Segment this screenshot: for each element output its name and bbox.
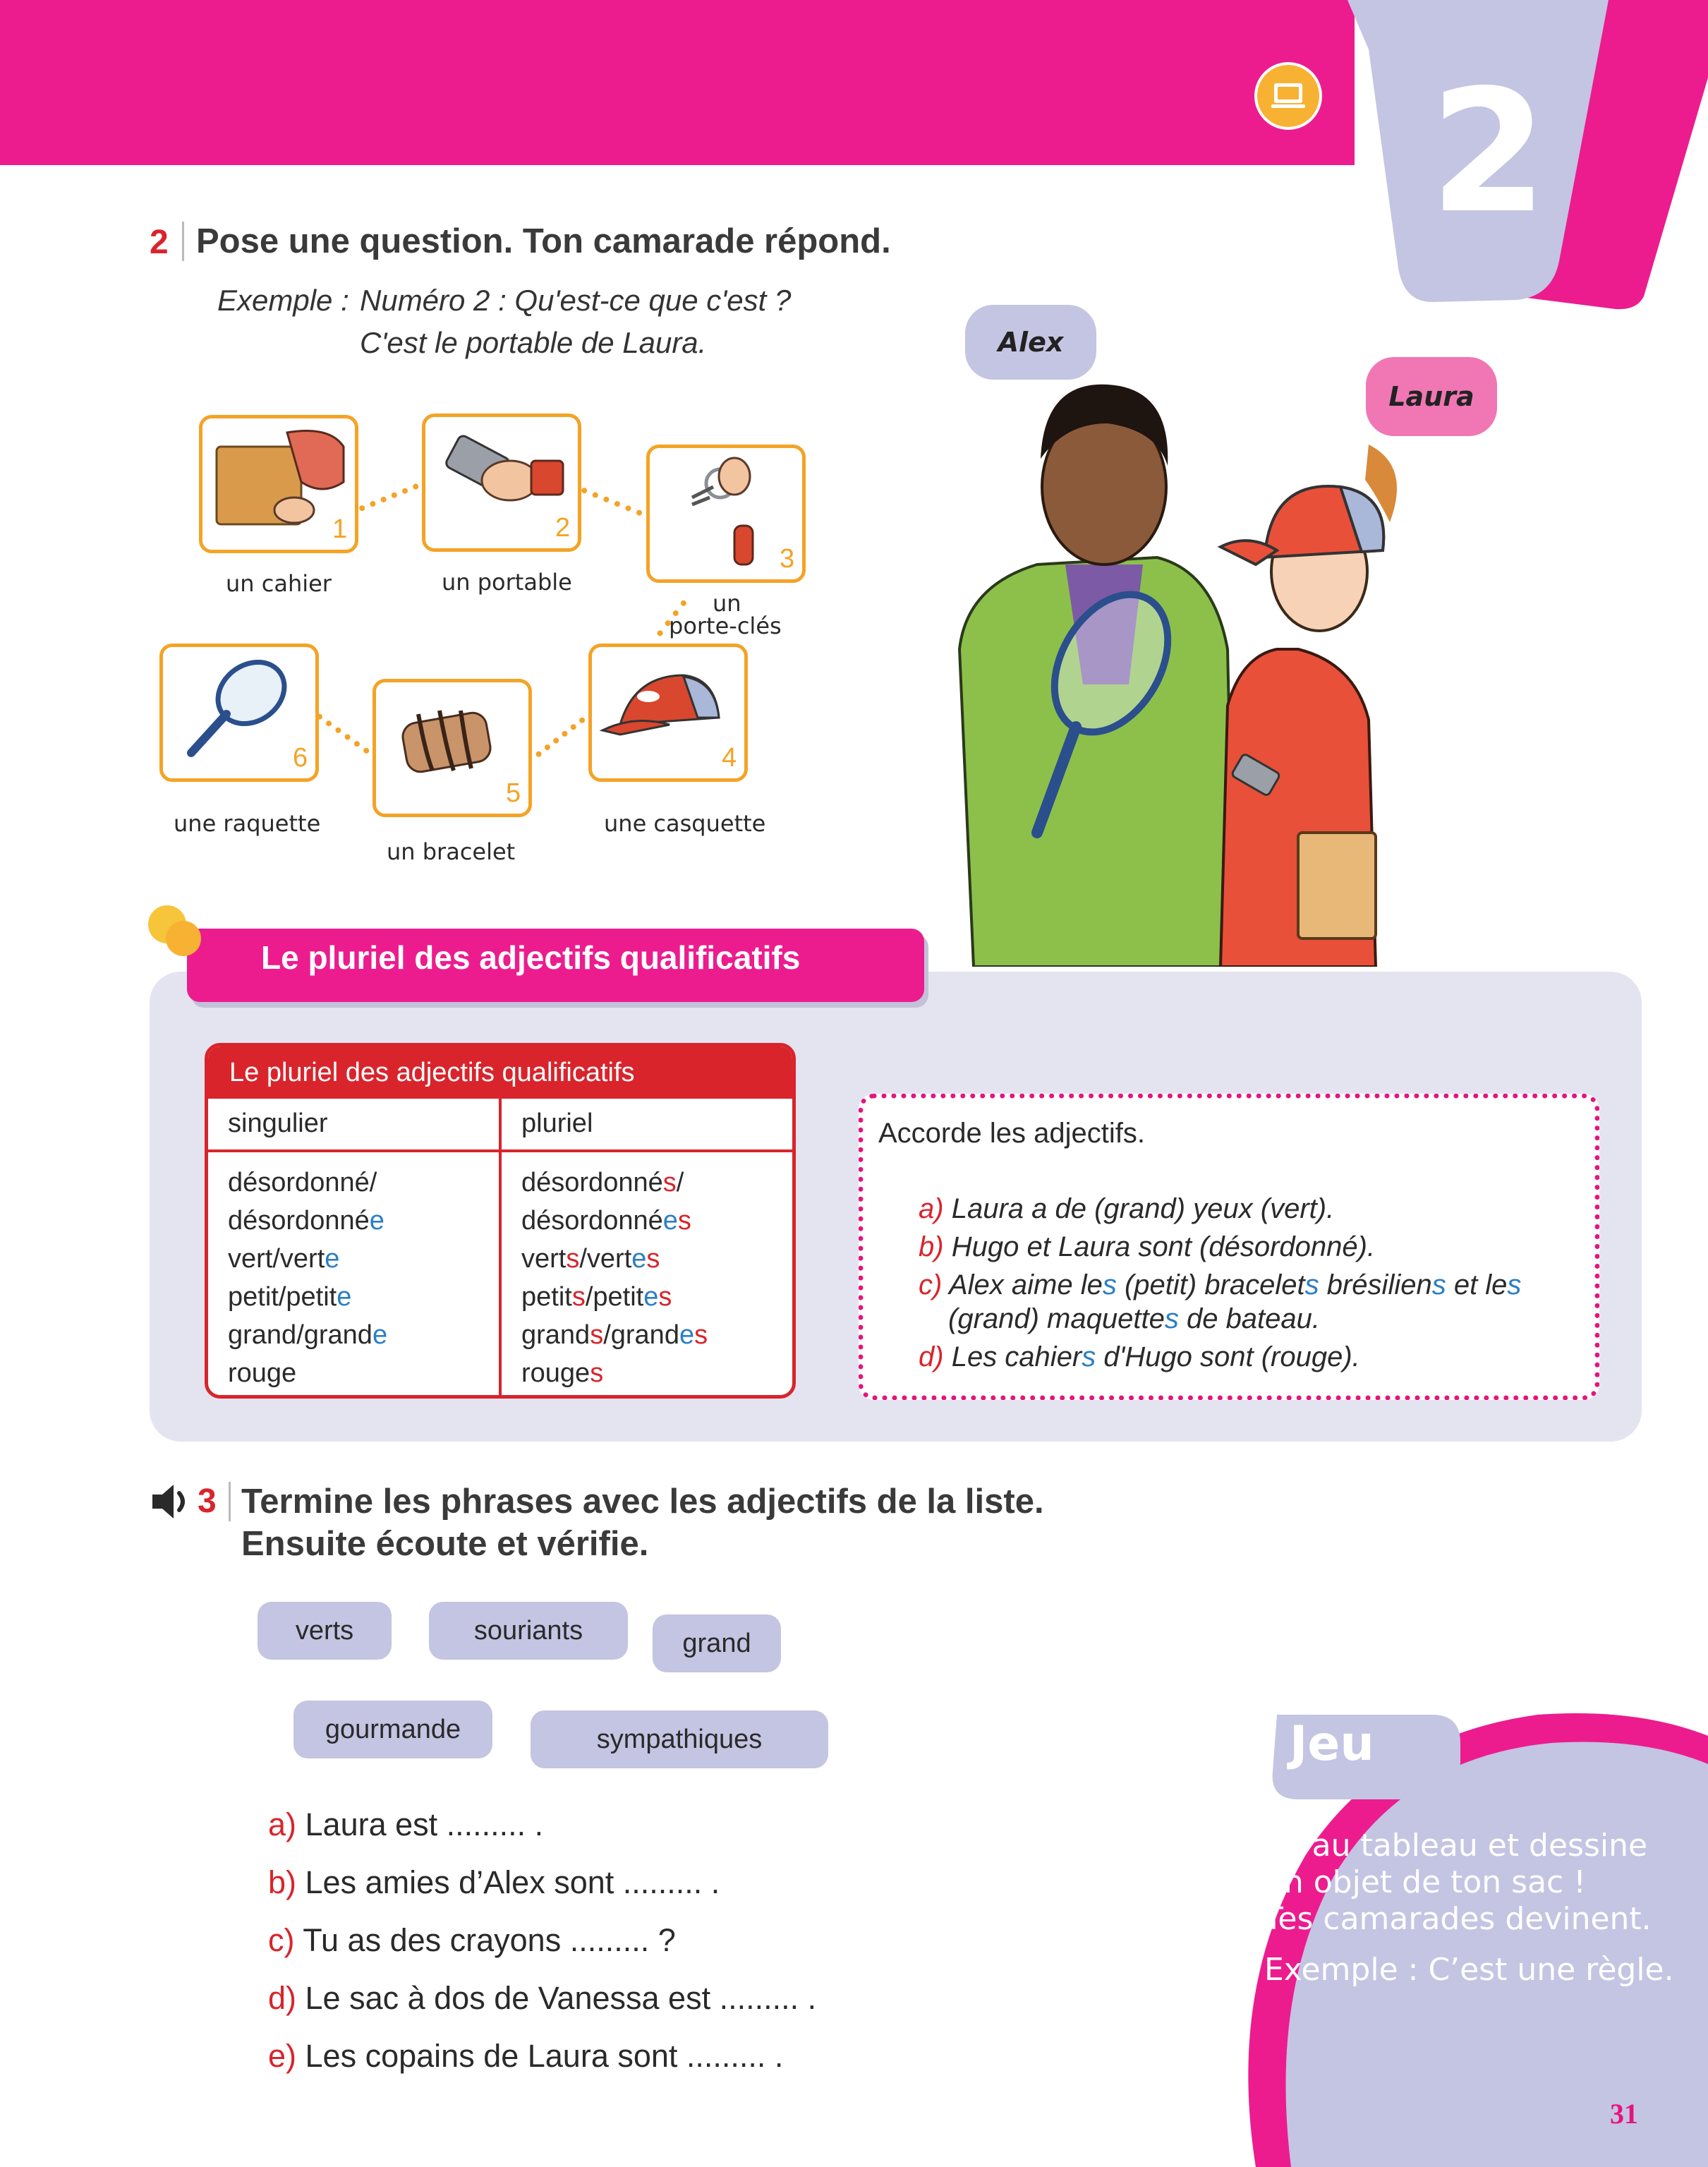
picture-label: un xyxy=(713,590,741,617)
picture-portable xyxy=(422,414,581,552)
practice-item-b: b) Hugo et Laura sont (désordonné). xyxy=(919,1231,1376,1262)
screen-icon[interactable] xyxy=(1254,62,1322,130)
table-header-text: Le pluriel des adjectifs qualificatifs xyxy=(229,1058,635,1087)
example-label: Exemple : xyxy=(217,284,349,317)
unit-number: 2 xyxy=(1429,53,1548,250)
picture-number: 3 xyxy=(780,544,795,574)
word-chip: gourmande xyxy=(293,1701,492,1758)
speaker-icon[interactable] xyxy=(150,1480,190,1523)
picture-label: un portable xyxy=(442,569,572,596)
table-cell: verts/vertes xyxy=(521,1244,660,1274)
exercise-2-title: Pose une question. Ton camarade répond. xyxy=(196,222,891,260)
exercise-3-number: 3 xyxy=(198,1483,217,1520)
picture-number: 6 xyxy=(293,743,308,773)
table-cell: désordonnée xyxy=(228,1206,384,1236)
picture-number: 1 xyxy=(332,514,348,544)
sentence-a: a) Laura est ......... . xyxy=(268,1806,544,1842)
table-cell: désordonnées xyxy=(521,1206,691,1236)
picture-bracelet xyxy=(373,679,532,817)
practice-list xyxy=(919,1190,1521,1376)
exercise-3-title: Termine les phrases avec les adjectifs de la liste. xyxy=(241,1483,1044,1521)
jeu-title: Jeu xyxy=(1290,1716,1374,1772)
connector-dots xyxy=(535,716,586,758)
alex-laura-illustration xyxy=(945,353,1397,967)
example-answer: C'est le portable de Laura. xyxy=(360,326,707,359)
connector-dots xyxy=(581,487,643,517)
table-cell: désordonné/ xyxy=(228,1168,377,1197)
sentence-d: d) Le sac à dos de Vanessa est ......... . xyxy=(268,1980,817,2016)
picture-raquette xyxy=(159,644,319,782)
word-chip: sympathiques xyxy=(531,1710,828,1768)
word-chip: souriants xyxy=(429,1602,628,1660)
picture-label: une casquette xyxy=(604,810,766,837)
table-cell: rouge xyxy=(228,1358,297,1388)
word-chip: grand xyxy=(653,1614,781,1672)
picture-porte-cles xyxy=(646,445,806,583)
table-cell: rouges xyxy=(521,1358,604,1388)
sentence-c: c) Tu as des crayons ......... ? xyxy=(268,1922,676,1958)
picture-cahier xyxy=(199,415,358,553)
page-number: 31 xyxy=(1610,2098,1638,2130)
picture-number: 5 xyxy=(506,778,521,808)
exercise-divider xyxy=(229,1482,231,1521)
exercise-divider xyxy=(182,222,184,261)
picture-label: porte-clés xyxy=(669,612,782,639)
grammar-title: Le pluriel des adjectifs qualificatifs xyxy=(261,939,801,976)
picture-label: un bracelet xyxy=(387,838,516,865)
connector-dots xyxy=(358,483,419,512)
table-column-divider xyxy=(499,1099,502,1399)
table-cell: petits/petites xyxy=(521,1282,672,1312)
picture-label: une raquette xyxy=(174,810,321,837)
table-cell: vert/verte xyxy=(228,1244,340,1274)
practice-instruction: Accorde les adjectifs. xyxy=(878,1118,1145,1149)
sentence-e: e) Les copains de Laura sont ......... . xyxy=(268,2038,784,2074)
example-question: Numéro 2 : Qu'est-ce que c'est ? xyxy=(360,284,792,317)
practice-item-d: d) Les cahiers d'Hugo sont (rouge). xyxy=(919,1341,1360,1372)
picture-casquette xyxy=(588,644,748,782)
table-cell: petit/petite xyxy=(228,1282,352,1312)
picture-label: un cahier xyxy=(226,570,332,597)
picture-number: 4 xyxy=(722,743,737,773)
pushpin-icon xyxy=(166,921,201,956)
alex-bubble: Alex xyxy=(965,305,1096,380)
column-header-singular: singulier xyxy=(228,1109,328,1138)
word-chip: verts xyxy=(258,1602,392,1660)
laura-bubble: Laura xyxy=(1366,357,1497,436)
sentence-b: b) Les amies d’Alex sont ......... . xyxy=(268,1864,720,1900)
connector-dots xyxy=(315,713,370,754)
plural-table xyxy=(205,1043,796,1399)
plural-column xyxy=(521,1164,708,1392)
column-header-plural: pluriel xyxy=(521,1109,593,1138)
table-cell: désordonnés/ xyxy=(521,1168,684,1197)
exercise-3-subtitle: Ensuite écoute et vérifie. xyxy=(241,1525,649,1563)
exercise-2-number: 2 xyxy=(150,224,169,261)
table-cell: grands/grandes xyxy=(521,1320,708,1350)
practice-item-c: c) Alex aime les (petit) bracelets brésiliens et les xyxy=(919,1269,1522,1300)
jeu-instructions: Va au tableau et dessine un objet de ton sac ! Tes camarades devinent. Exemple : C’est une règle. xyxy=(1264,1828,1674,1988)
header-band xyxy=(0,0,1355,165)
picture-number: 2 xyxy=(555,513,571,543)
table-cell: grand/grande xyxy=(228,1320,388,1350)
practice-item-a: a) Laura a de (grand) yeux (vert). xyxy=(919,1193,1335,1224)
practice-item-c-continued: (grand) maquettes de bateau. xyxy=(948,1303,1321,1334)
singular-column xyxy=(228,1164,387,1392)
